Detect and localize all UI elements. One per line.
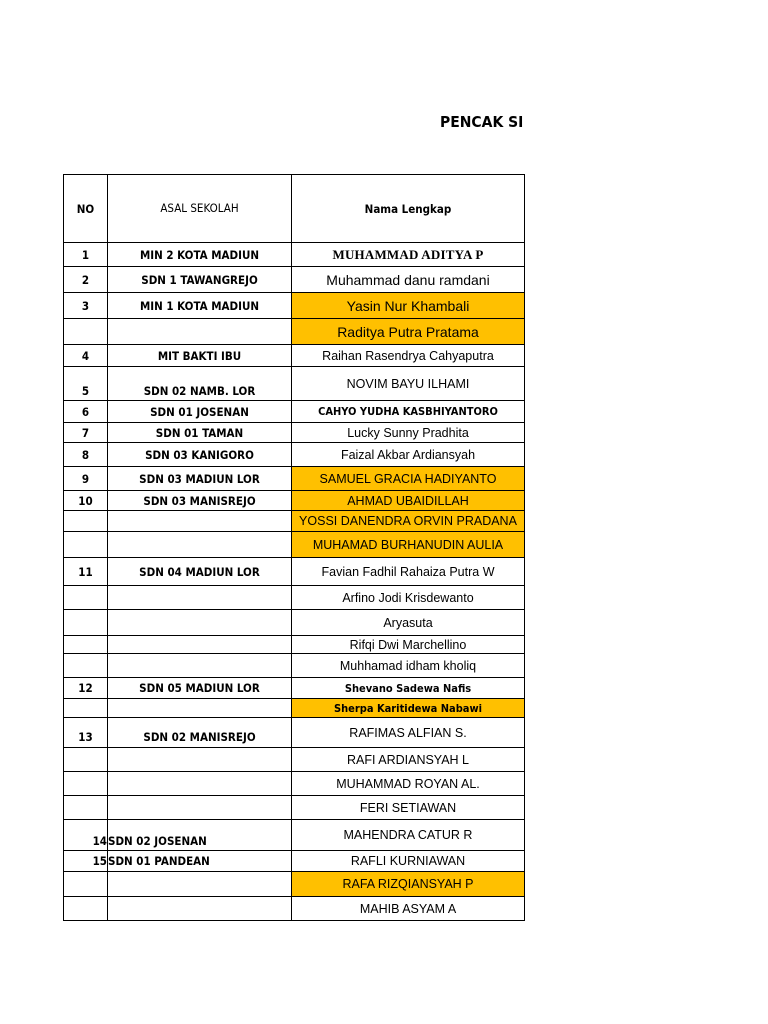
header-no: NO — [64, 175, 108, 243]
row-name: MUHAMMAD ADITYA P — [292, 243, 525, 267]
row-name: NOVIM BAYU ILHAMI — [292, 367, 525, 401]
row-no — [64, 872, 108, 897]
table-row — [64, 610, 525, 636]
table-row — [64, 243, 525, 267]
table-row — [64, 267, 525, 293]
table-row — [64, 796, 525, 820]
row-name: Muhhamad idham kholiq — [292, 654, 525, 678]
row-school — [108, 748, 292, 772]
row-no — [64, 897, 108, 921]
row-school: SDN 01 PANDEAN — [108, 851, 292, 872]
table-row — [64, 678, 525, 699]
row-school: SDN 1 TAWANGREJO — [108, 267, 292, 293]
table-row — [64, 654, 525, 678]
row-no: 2 — [64, 267, 108, 293]
row-no: 13 — [64, 718, 108, 748]
row-school — [108, 319, 292, 345]
row-no — [64, 532, 108, 558]
table-row — [64, 367, 525, 401]
row-name: Muhammad danu ramdani — [292, 267, 525, 293]
table-header-row — [64, 175, 525, 243]
row-school: SDN 03 MADIUN LOR — [108, 467, 292, 491]
table-row — [64, 820, 525, 851]
row-name: SAMUEL GRACIA HADIYANTO — [292, 467, 525, 491]
row-name: MAHIB ASYAM A — [292, 897, 525, 921]
participant-table — [63, 174, 525, 921]
row-name: AHMAD UBAIDILLAH — [292, 491, 525, 511]
row-no — [64, 699, 108, 718]
row-no: 11 — [64, 558, 108, 586]
row-school: SDN 01 TAMAN — [108, 423, 292, 443]
row-name: Aryasuta — [292, 610, 525, 636]
row-school — [108, 654, 292, 678]
row-school — [108, 586, 292, 610]
row-no: 8 — [64, 443, 108, 467]
row-school — [108, 796, 292, 820]
table-row — [64, 491, 525, 511]
row-school: SDN 02 MANISREJO — [108, 718, 292, 748]
row-no — [64, 636, 108, 654]
row-name: MUHAMMAD ROYAN AL. — [292, 772, 525, 796]
row-name: RAFIMAS ALFIAN S. — [292, 718, 525, 748]
table-row — [64, 718, 525, 748]
row-no — [64, 772, 108, 796]
row-school: SDN 05 MADIUN LOR — [108, 678, 292, 699]
table-row — [64, 897, 525, 921]
row-no — [64, 511, 108, 532]
row-school — [108, 636, 292, 654]
table-row — [64, 851, 525, 872]
page-title: PENCAK SI — [440, 113, 524, 131]
table-row — [64, 511, 525, 532]
row-name: RAFA RIZQIANSYAH P — [292, 872, 525, 897]
row-school: SDN 04 MADIUN LOR — [108, 558, 292, 586]
row-no: 6 — [64, 401, 108, 423]
row-school: MIN 1 KOTA MADIUN — [108, 293, 292, 319]
table-row — [64, 772, 525, 796]
row-name: Raditya Putra Pratama — [292, 319, 525, 345]
row-school — [108, 532, 292, 558]
row-school: MIN 2 KOTA MADIUN — [108, 243, 292, 267]
row-name: Yasin Nur Khambali — [292, 293, 525, 319]
row-name: Faizal Akbar Ardiansyah — [292, 443, 525, 467]
row-school: SDN 03 KANIGORO — [108, 443, 292, 467]
table-row — [64, 401, 525, 423]
table-row — [64, 748, 525, 772]
row-no — [64, 654, 108, 678]
row-name: CAHYO YUDHA KASBHIYANTORO — [292, 401, 525, 423]
row-name: MAHENDRA CATUR R — [292, 820, 525, 851]
table-row — [64, 532, 525, 558]
row-no — [64, 319, 108, 345]
row-no: 3 — [64, 293, 108, 319]
row-no: 9 — [64, 467, 108, 491]
row-no: 5 — [64, 367, 108, 401]
row-no: 10 — [64, 491, 108, 511]
row-no: 1 — [64, 243, 108, 267]
header-name: Nama Lengkap — [292, 175, 525, 243]
row-school — [108, 872, 292, 897]
row-name: Shevano Sadewa Nafis — [292, 678, 525, 699]
table-row — [64, 443, 525, 467]
row-school: SDN 03 MANISREJO — [108, 491, 292, 511]
table-row — [64, 586, 525, 610]
row-school: SDN 01 JOSENAN — [108, 401, 292, 423]
row-no — [64, 748, 108, 772]
row-school — [108, 897, 292, 921]
row-school — [108, 699, 292, 718]
row-school: SDN 02 NAMB. LOR — [108, 367, 292, 401]
row-no — [64, 610, 108, 636]
header-school: ASAL SEKOLAH — [108, 175, 292, 243]
row-school: MIT BAKTI IBU — [108, 345, 292, 367]
row-name: Sherpa Karitidewa Nabawi — [292, 699, 525, 718]
row-school — [108, 772, 292, 796]
row-name: Arfino Jodi Krisdewanto — [292, 586, 525, 610]
row-school: SDN 02 JOSENAN — [108, 820, 292, 851]
row-name: Lucky Sunny Pradhita — [292, 423, 525, 443]
row-no — [64, 586, 108, 610]
table-row — [64, 319, 525, 345]
row-name: RAFLI KURNIAWAN — [292, 851, 525, 872]
row-name: RAFI ARDIANSYAH L — [292, 748, 525, 772]
row-name: MUHAMAD BURHANUDIN AULIA — [292, 532, 525, 558]
table-row — [64, 467, 525, 491]
row-no: 12 — [64, 678, 108, 699]
row-no: 14 — [64, 820, 108, 851]
row-school — [108, 610, 292, 636]
table-row — [64, 293, 525, 319]
table-row — [64, 699, 525, 718]
table-row — [64, 558, 525, 586]
table-row — [64, 423, 525, 443]
table-row — [64, 872, 525, 897]
row-name: YOSSI DANENDRA ORVIN PRADANA — [292, 511, 525, 532]
row-no: 4 — [64, 345, 108, 367]
row-name: Favian Fadhil Rahaiza Putra W — [292, 558, 525, 586]
row-name: Rifqi Dwi Marchellino — [292, 636, 525, 654]
row-no: 15 — [64, 851, 108, 872]
table-row — [64, 636, 525, 654]
row-no — [64, 796, 108, 820]
table-row — [64, 345, 525, 367]
row-no: 7 — [64, 423, 108, 443]
row-name: FERI SETIAWAN — [292, 796, 525, 820]
row-school — [108, 511, 292, 532]
row-name: Raihan Rasendrya Cahyaputra — [292, 345, 525, 367]
